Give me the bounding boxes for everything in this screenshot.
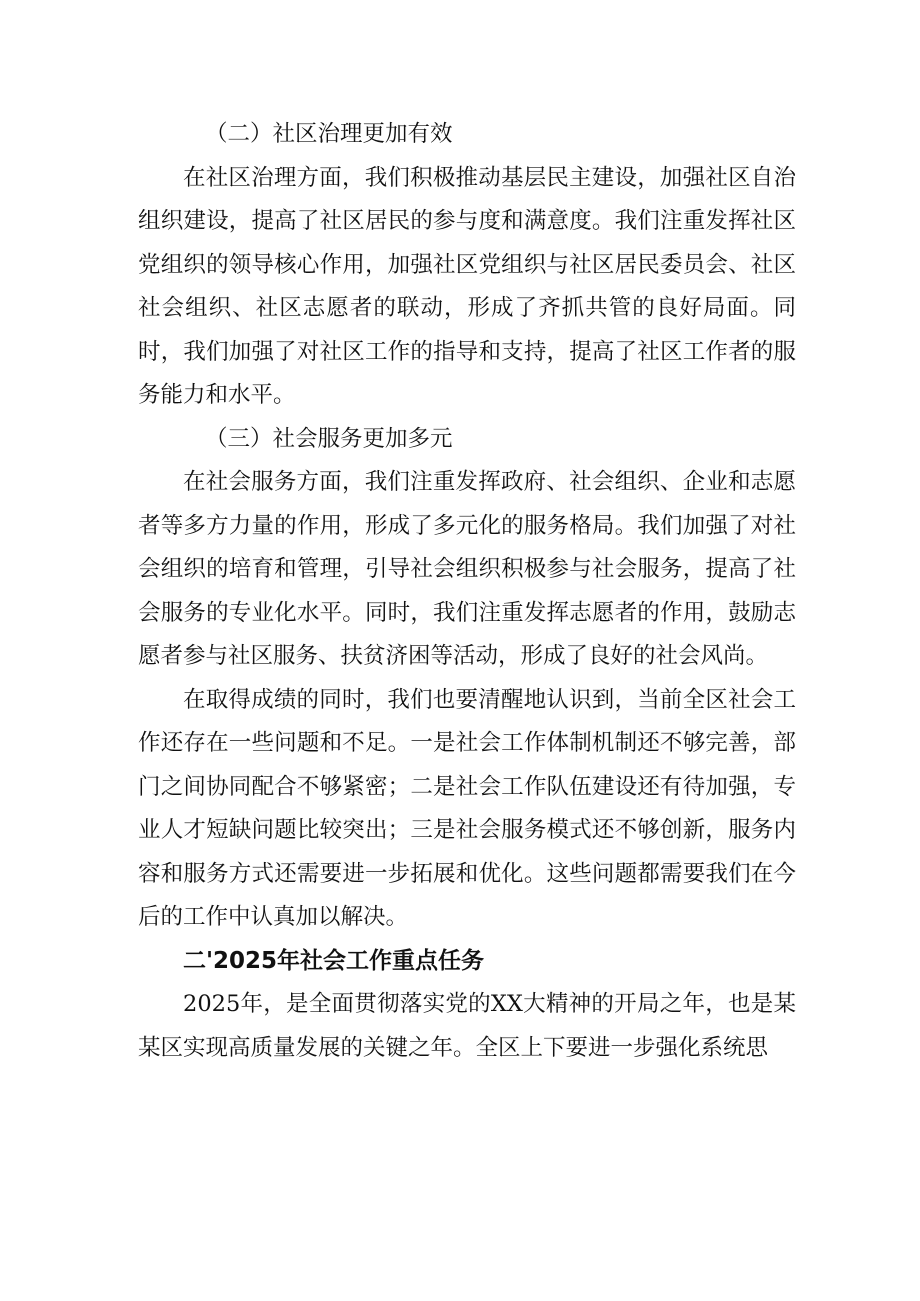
paragraph-problems: 在取得成绩的同时，我们也要清醒地认识到，当前全区社会工作还存在一些问题和不足。一是社会工作体制机制还不够完善，部门之间协同配合不够紧密；二是社会工作队伍建设还有待加强，专业人才短缺问题比较突出；三是社会服务模式还不够创新，服务内容和服务方式还需要进一步拓展和优化。这些问题都需要我们在今后的工作中认真加以解决。: [138, 686, 796, 930]
section-heading-key-tasks-2025: 二'2025年社会工作重点任务: [183, 947, 485, 974]
document-body: [138, 113, 796, 1070]
paragraph-key-tasks-intro: 2025年，是全面贯彻落实党的XX大精神的开局之年，也是某某区实现高质量发展的关键之年。全区上下要进一步强化系统思: [138, 991, 796, 1061]
paragraph-social-services: 在社会服务方面，我们注重发挥政府、社会组织、企业和志愿者等多方力量的作用，形成了多元化的服务格局。我们加强了对社会组织的培育和管理，引导社会组织积极参与社会服务，提高了社会服务的专业化水平。同时，我们注重发挥志愿者的作用，鼓励志愿者参与社区服务、扶贫济困等活动，形成了良好的社会风尚。: [138, 469, 796, 669]
paragraph-community-governance: 在社区治理方面，我们积极推动基层民主建设，加强社区自治组织建设，提高了社区居民的参与度和满意度。我们注重发挥社区党组织的领导核心作用，加强社区党组织与社区居民委员会、社区社会组织、社区志愿者的联动，形成了齐抓共管的良好局面。同时，我们加强了对社区工作的指导和支持，提高了社区工作者的服务能力和水平。: [138, 164, 796, 408]
section-heading-community-governance: （二）社区治理更加有效: [205, 121, 453, 147]
section-heading-social-services: （三）社会服务更加多元: [205, 425, 453, 452]
